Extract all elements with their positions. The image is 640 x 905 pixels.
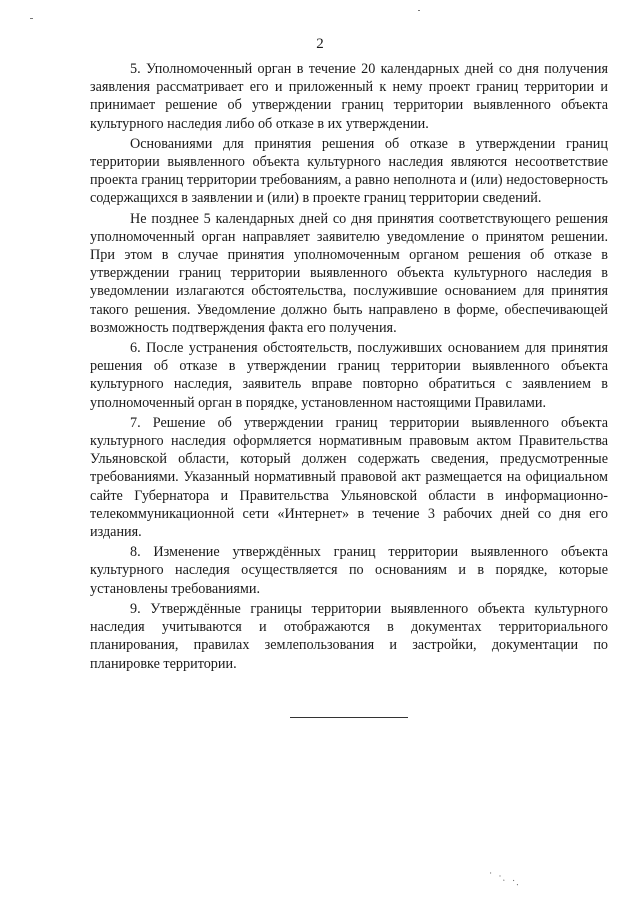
end-separator-line (290, 717, 408, 718)
paragraph-refusal-grounds: Основаниями для принятия решения об отказе в утверждении границ территории выявленного объекта культурного наследия являются несоответствие проекта границ территории требованиям, а равно неполнота и (или) недостоверность содержащихся в заявлении и (или) в проекте границ территории сведений. (90, 135, 608, 207)
paragraph-7: 7. Решение об утверждении границ территории выявленного объекта культурного наследия оформляется нормативным правовым актом Правительства Ульяновской области, который должен содержать сведения, предусмотренные требованиями. Указанный нормативный правовой акт размещается на официальном сайте Губернатора и Правительства Ульяновской области в информационно-телекоммуникационной сети «Интернет» в течение 3 рабочих дней со дня его издания. (90, 414, 608, 541)
page-number: 2 (316, 36, 324, 52)
scan-artifact (418, 10, 420, 11)
paragraph-notification: Не позднее 5 календарных дней со дня принятия соответствующего решения уполномоченный орган направляет заявителю уведомление о принятом решении. При этом в случае принятия уполномоченным органом решения об отказе в утверждении границ территории выявленного объекта культурного наследия в уведомлении излагаются обстоятельства, послужившие основанием для принятия такого решения. Уведомление должно быть направлено в форме, обеспечивающей возможность подтверждения факта его получения. (90, 210, 608, 336)
scan-artifact-dots: · ·. ·. (487, 868, 523, 889)
paragraph-5: 5. Уполномоченный орган в течение 20 календарных дней со дня получения заявления рассматривает его и приложенный к нему проект границ территории и принимает решение об утверждении границ территории выявленного объекта культурного наследия либо об отказе в их утверждении. (90, 61, 608, 132)
paragraph-8: 8. Изменение утверждённых границ территории выявленного объекта культурного наследия осуществляется по основаниям и в порядке, которые установлены требованиями. (90, 544, 608, 597)
document-body (90, 60, 608, 673)
paragraph-6: 6. После устранения обстоятельств, послуживших основанием для принятия решения об отказе в утверждении границ территории выявленного объекта культурного наследия, заявитель вправе повторно обратиться с заявлением в уполномоченный орган в порядке, установленном настоящими Правилами. (90, 340, 608, 411)
paragraph-9: 9. Утверждённые границы территории выявленного объекта культурного наследия учитываются и отображаются в документах территориального планирования, правилах землепользования и застройки, документации по планировке территории. (90, 600, 608, 672)
scan-artifact (30, 18, 33, 19)
